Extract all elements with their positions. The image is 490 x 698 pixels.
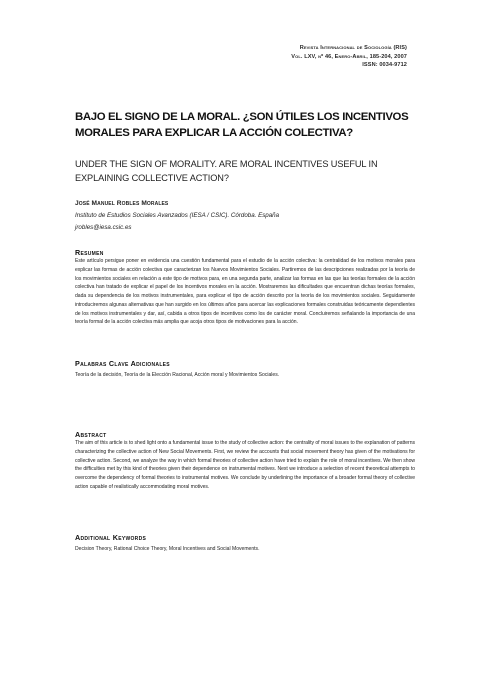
author-affiliation: Instituto de Estudios Sociales Avanzados (IESA / CSIC). Córdoba. España (75, 212, 280, 219)
author-email: jrobles@iesa.csic.es (75, 224, 132, 231)
journal-name: Revista Internacional de Sociología (RIS) (299, 45, 407, 51)
abstract-heading: Abstract (75, 430, 107, 439)
resumen-text: Este artículo persigue poner en evidencia una cuestión fundamental para el estudio de la acción colectiva: la centralidad de los motivos morales para explicar las formas de acción colectiva que caracterizan los Nuevos Movimientos Sociales. Partiremos de las descripciones realizadas por la teoría de los movimientos sociales en relación a este tipo de motivos para, en una segunda parte, analizar las formas en las que las teorías formales de la acción colectiva han tratado de explicar el papel de los incentivos morales en la acción. Mostraremos las dificultades que encuentran dichas teorías formales, dada su dependencia de los motivos instrumentales, para explicar el tipo de acción descrito por la teoría de los movimientos sociales. Seguidamente introduciremos algunas alternativas que han surgido en los últimos años para acercar las explicaciones formales construidas teóricamente dependientes de los motivos instrumentales y dar, así, cabida a otros tipos de incentivos como los de carácter moral. Concluiremos señalando la importancia de una teoría formal de la acción colectiva más amplia que acoja otros tipos de motivaciones para la acción. (75, 258, 415, 326)
journal-issn: ISSN: 0034-9712 (362, 62, 407, 68)
title-english: UNDER THE SIGN OF MORALITY. ARE MORAL INCENTIVES USEFUL IN EXPLAINING COLLECTIVE ACTION? (75, 159, 378, 183)
resumen-heading: Resumen (75, 248, 104, 257)
additional-keywords-heading: Additional Keywords (75, 533, 147, 542)
abstract-text: The aim of this article is to shed light onto a fundamental issue to the study of collective action: the centrality of moral issues to the explanation of patterns characterizing the collective action of New Social Movements. First, we review the accounts that social movement theory has given of the motivations for collective action. Second, we analyze the way in which formal theories of collective action have tried to explain the role of moral incentives. We then show the difficulties met by this kind of theories given their dependence on instrumental motives. Next we introduce a selection of recent theoretical attempts to overcome the dependency of formal theories to instrumental motives. We conclude by underlining the importance of a broader formal theory of collective action capable of realistically accommodating moral motives. (75, 440, 415, 490)
palabras-clave-heading: Palabras Clave Adicionales (75, 359, 170, 368)
author-block (75, 198, 420, 234)
palabras-clave-text: Teoría de la decisión, Teoría de la Elección Racional, Acción moral y Movimientos Sociales. (75, 372, 280, 378)
journal-issue: Vol. LXV, nº 46, Enero-Abril, 185-204, 2007 (291, 53, 407, 60)
journal-header (291, 44, 407, 70)
author-name: José Manuel Robles Morales (75, 200, 169, 207)
title-spanish: BAJO EL SIGNO DE LA MORAL. ¿SON ÚTILES LOS INCENTIVOS MORALES PARA EXPLICAR LA ACCIÓN COLECTIVA? (75, 111, 409, 139)
additional-keywords-text: Decision Theory, Rational Choice Theory, Moral Incentives and Social Movements. (75, 546, 260, 552)
